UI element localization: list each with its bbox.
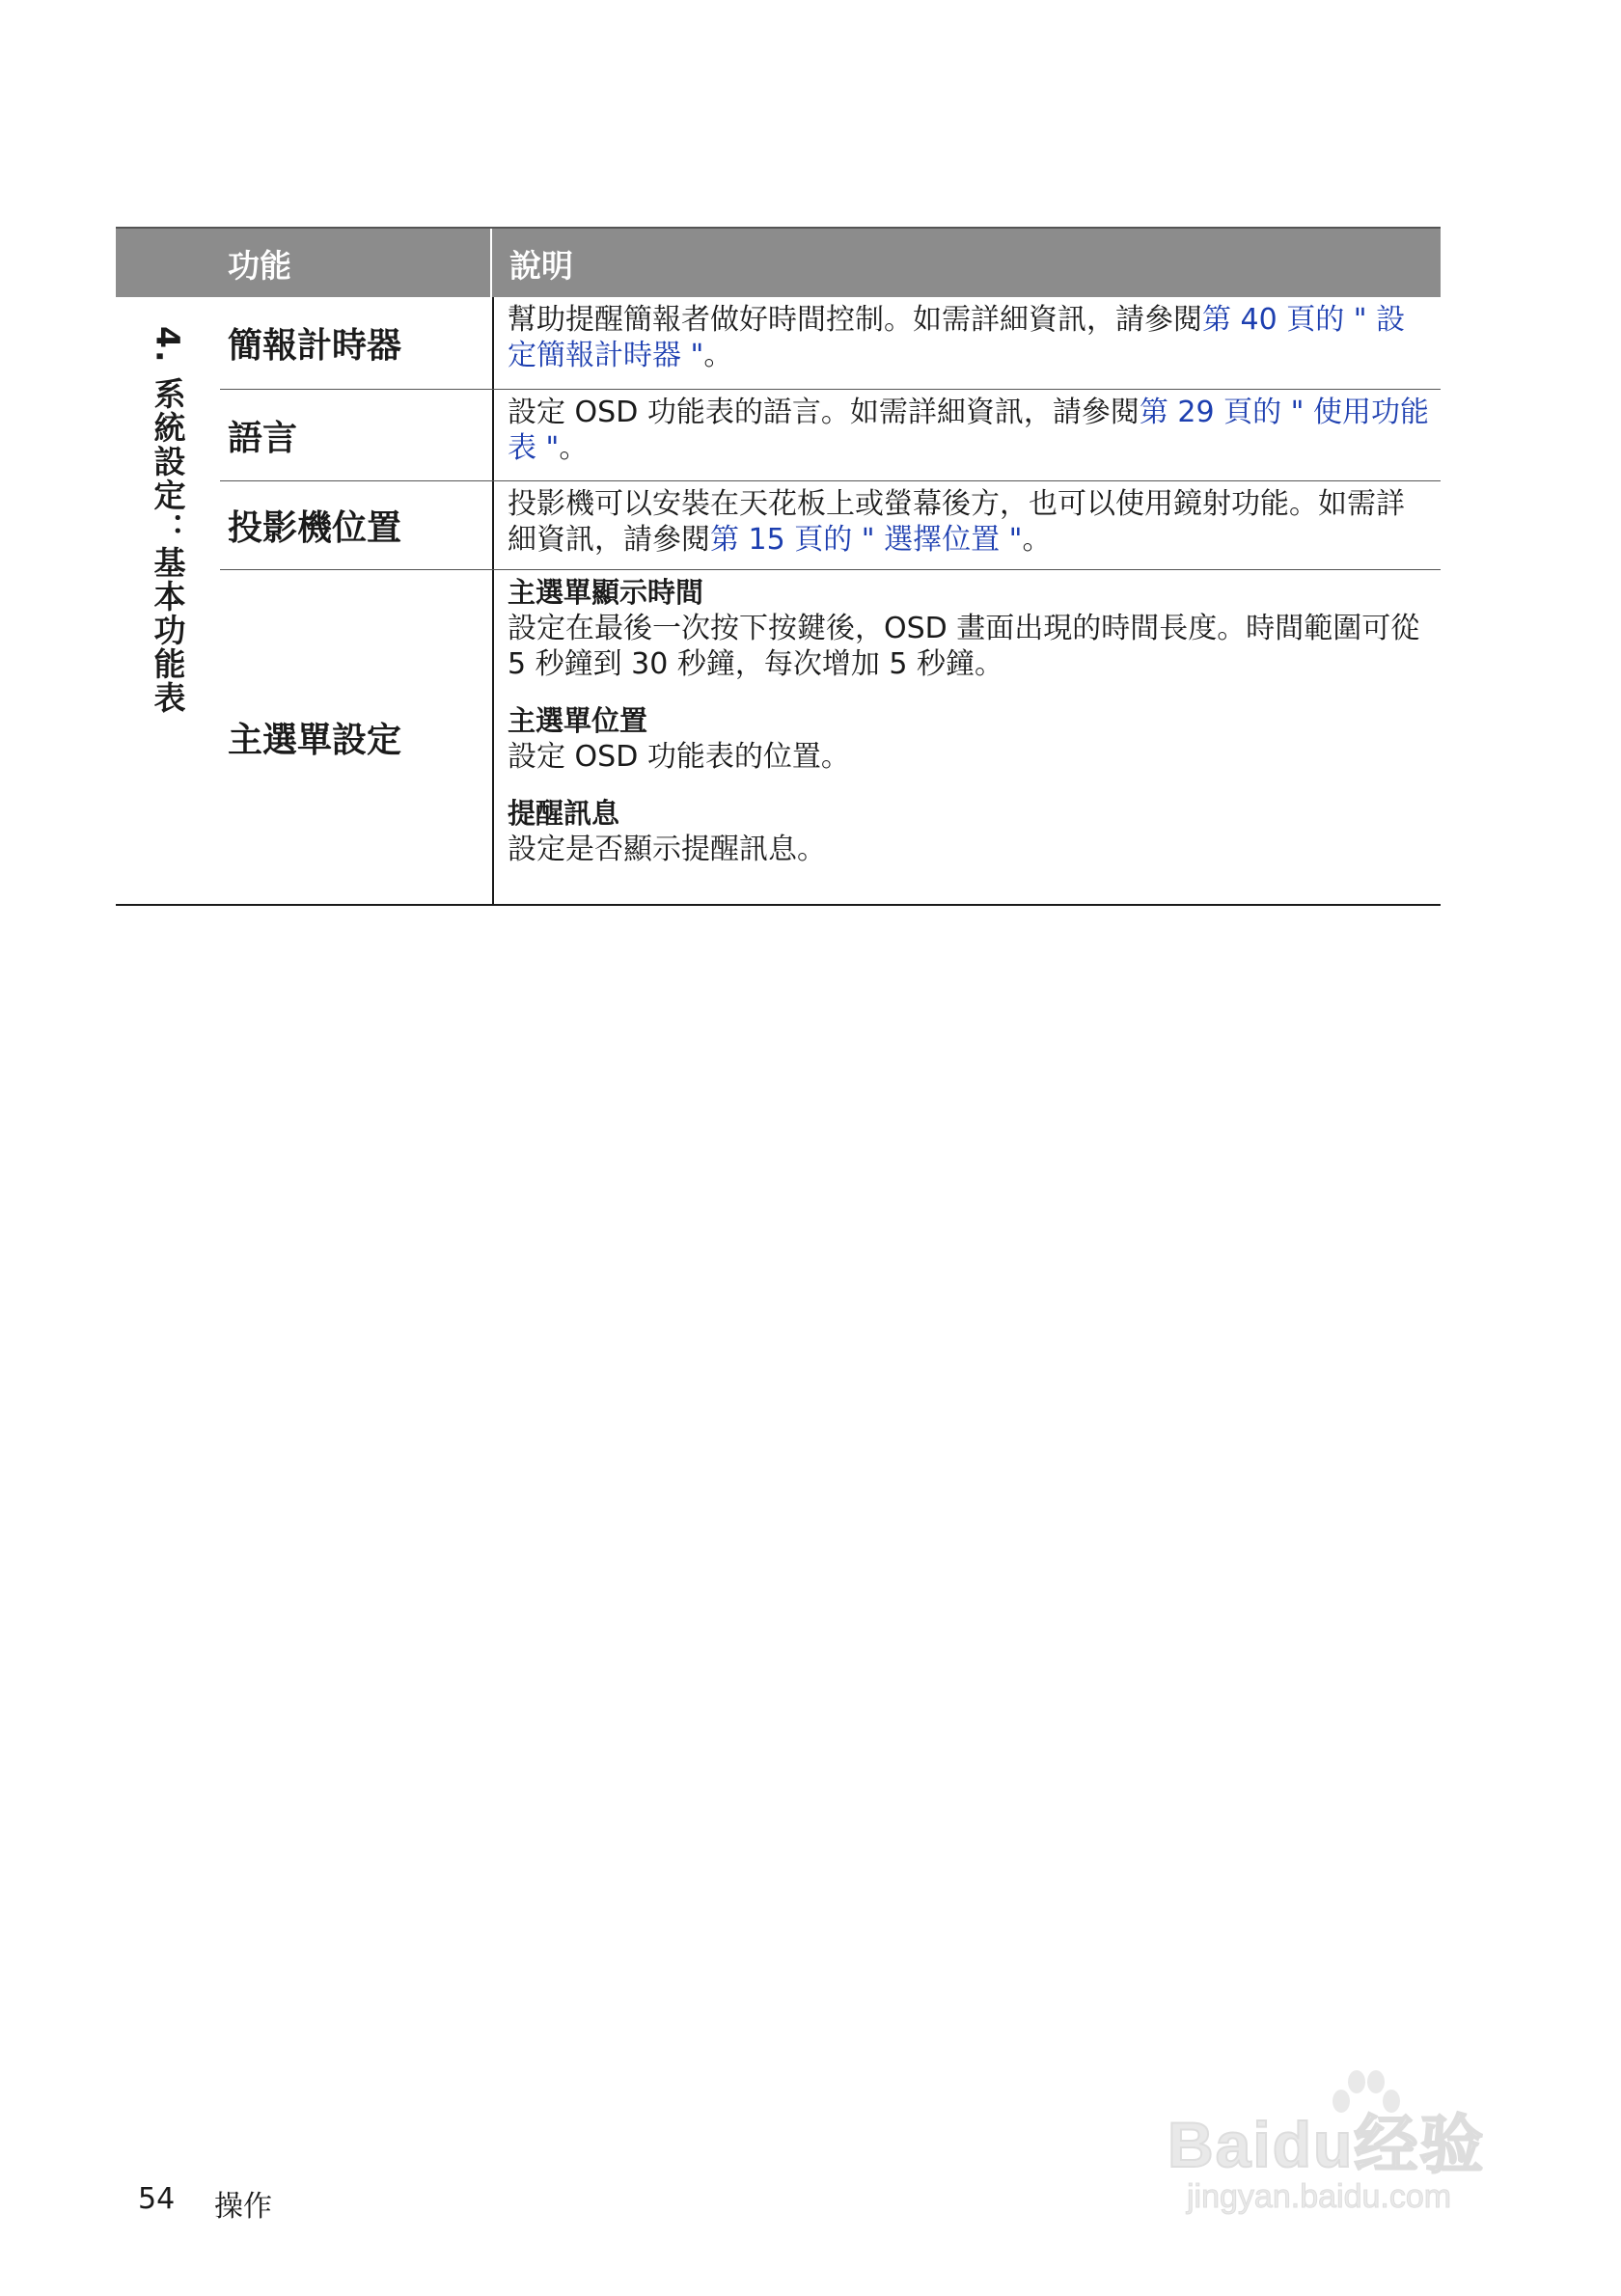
desc-text: 。 (1022, 523, 1052, 557)
table-row (220, 481, 1441, 570)
section-label: 4. 系統設定：基本功能表 (149, 326, 187, 715)
cross-reference-link[interactable]: 第 29 頁的 " 使用功能表 " (508, 396, 1429, 465)
desc-text: 。 (559, 431, 589, 465)
sub-item-text: 設定是否顯示提醒訊息。 (508, 833, 826, 866)
sub-item (508, 575, 1431, 682)
header-desc-label: 說明 (509, 247, 573, 285)
desc-text: 幫助提醒簡報者做好時間控制。如需詳細資訊，請參閱 (508, 303, 1202, 337)
table-body (116, 297, 1441, 906)
cross-reference-link[interactable]: 第 40 頁的 " 設定簡報計時器 " (508, 303, 1406, 372)
table-row (220, 297, 1441, 390)
header-func-label: 功能 (228, 247, 291, 285)
row-function-name: 簡報計時器 (228, 326, 402, 366)
baidu-watermark (1168, 2064, 1534, 2219)
row-function-name: 語言 (228, 418, 298, 458)
sub-item-text: 設定 OSD 功能表的位置。 (508, 740, 850, 774)
table-row (220, 570, 1441, 904)
sub-item-title: 主選單顯示時間 (508, 576, 704, 609)
section-label-cell (116, 297, 220, 904)
table-row (220, 390, 1441, 481)
row-description (492, 481, 1441, 569)
cross-reference-link[interactable]: 第 15 頁的 " 選擇位置 " (710, 523, 1023, 557)
header-desc-cell (492, 229, 1441, 297)
page-number: 54 (138, 2182, 176, 2216)
desc-text: 設定 OSD 功能表的語言。如需詳細資訊，請參閱 (508, 396, 1140, 429)
desc-text: 。 (703, 339, 733, 372)
sub-item (508, 703, 1431, 775)
desc-text: 投影機可以安裝在天花板上或螢幕後方，也可以使用鏡射功能。如需詳細資訊，請參閱 (508, 487, 1405, 557)
table-header (116, 227, 1441, 297)
watermark-url: jingyan.baidu.com (1187, 2178, 1452, 2215)
row-function-name: 主選單設定 (228, 720, 402, 760)
sub-item (508, 796, 1431, 867)
row-description (492, 297, 1441, 389)
header-func-cell (116, 229, 492, 297)
sub-item-text: 設定在最後一次按下按鍵後，OSD 畫面出現的時間長度。時間範圍可從 5 秒鐘到 30 秒鐘，每次增加 5 秒鐘。 (508, 612, 1420, 681)
function-table (116, 227, 1441, 906)
row-description (492, 570, 1441, 904)
row-description (492, 390, 1441, 480)
watermark-logo-text: Baidu经验 (1168, 2109, 1486, 2180)
sub-item-title: 提醒訊息 (508, 797, 620, 830)
row-function-name: 投影機位置 (228, 508, 402, 548)
footer-section-label: 操作 (214, 2190, 272, 2224)
sub-item-title: 主選單位置 (508, 704, 648, 737)
